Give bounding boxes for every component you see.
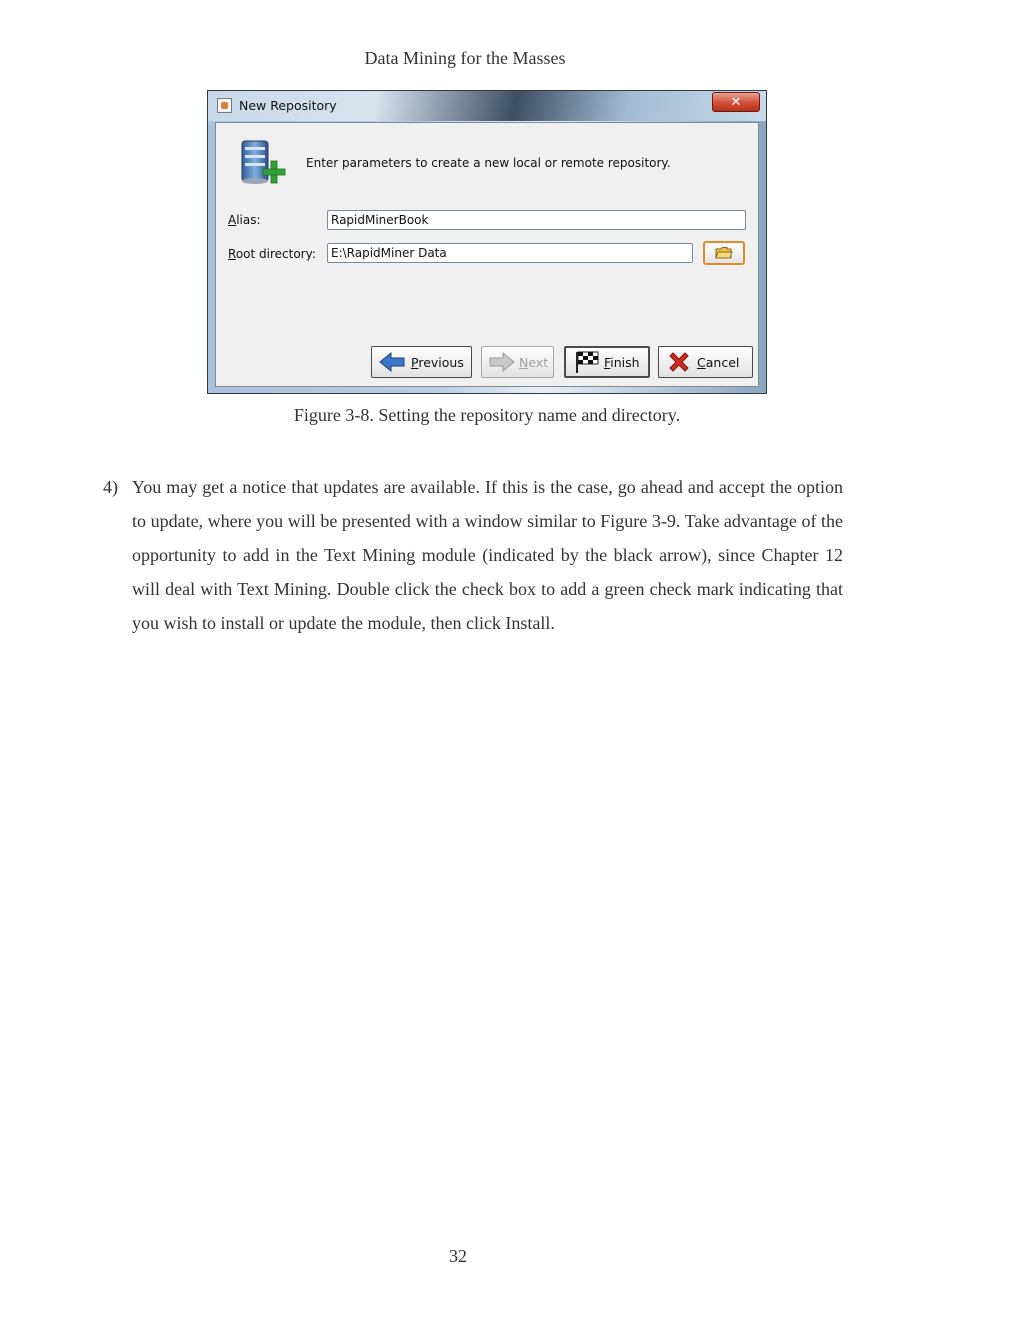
dialog-client-area (215, 122, 759, 387)
next-rest: ext (528, 355, 549, 370)
red-x-icon (667, 350, 691, 374)
finish-button-label (604, 355, 640, 370)
cancel-button-label (697, 355, 739, 370)
next-mnemonic: N (519, 355, 529, 370)
close-button[interactable]: ✕ (712, 92, 760, 112)
folder-icon (715, 246, 733, 260)
list-item-text: You may get a notice that updates are available. If this is the case, go ahead and accept the option to update, where you will be presented with a window similar to Figure 3-9. Take advantage of the opportunity to add in the Text Mining module (indicated by the black arrow), since Chapter 12 will deal with Text Mining. Double click the check box to add a green check mark indicating that you wish to install or update the module, then click Install. (132, 477, 843, 633)
dialog-titlebar (208, 91, 766, 121)
list-item-number: 4) (103, 477, 118, 497)
next-button-label (519, 355, 548, 370)
root-directory-label (228, 247, 316, 261)
alias-input[interactable]: RapidMinerBook (327, 210, 746, 230)
page-number: 32 (449, 1246, 467, 1266)
root-directory-input[interactable]: E:\RapidMiner Data (327, 243, 693, 263)
finish-mnemonic: F (604, 355, 611, 370)
cancel-mnemonic: C (697, 355, 706, 370)
finish-rest: inish (610, 355, 640, 370)
previous-mnemonic: P (411, 355, 419, 370)
alias-label-rest: lias: (236, 213, 261, 227)
alias-label-mnemonic: A (228, 213, 237, 227)
previous-button-label (411, 355, 464, 370)
repository-add-icon (238, 137, 288, 189)
arrow-right-icon (488, 351, 516, 373)
browse-button[interactable] (703, 241, 745, 265)
checkered-flag-icon (574, 350, 600, 374)
figure-caption: Figure 3-8. Setting the repository name and directory. (293, 405, 681, 425)
dialog-title: New Repository (239, 98, 337, 113)
previous-button[interactable] (371, 346, 472, 378)
new-repository-dialog-screenshot (207, 90, 767, 394)
next-button[interactable] (481, 346, 554, 378)
finish-button[interactable] (564, 346, 650, 378)
root-directory-label-rest: oot directory: (235, 247, 316, 261)
running-header: Data Mining for the Masses (364, 48, 566, 68)
cancel-button[interactable] (658, 346, 753, 378)
alias-label (228, 213, 261, 227)
dialog-prompt: Enter parameters to create a new local or remote repository. (306, 156, 671, 170)
arrow-left-icon (378, 351, 406, 373)
cancel-rest: ancel (705, 355, 740, 370)
previous-rest: revious (418, 355, 464, 370)
java-app-icon (217, 98, 232, 113)
root-directory-label-mnemonic: R (228, 247, 236, 261)
